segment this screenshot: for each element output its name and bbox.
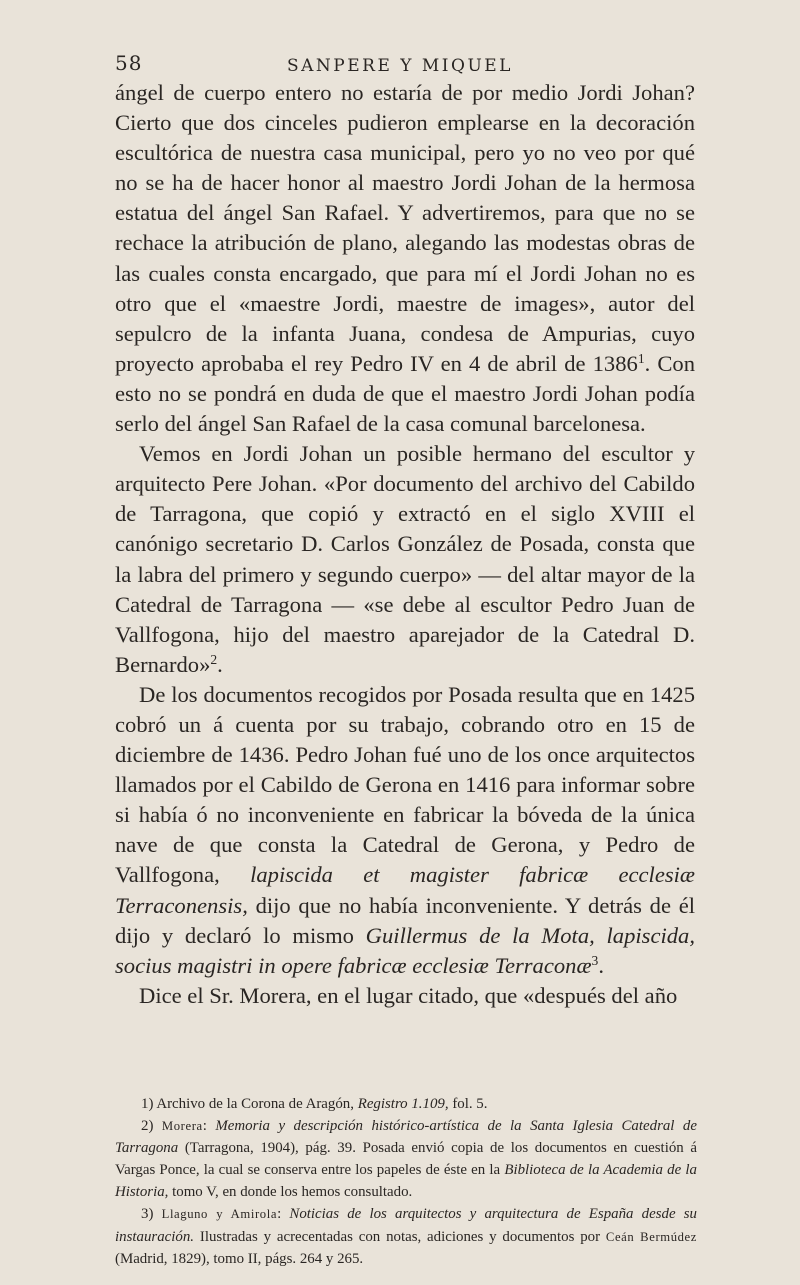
paragraph-3-text-a: De los documentos recogidos por Posada resulta que en 1425 cobró un á cuenta por su trabajo, cobrando otro en 15 de diciembre de 1436. Pedro Johan fué uno de los once arquitectos llamados por el Cabildo de Gerona en 1416 para informar sobre si había ó no inconveniente en fabricar la bóveda de la única nave de que consta la Catedral de Gerona, y Pedro de Vallfogona, <box>115 681 695 888</box>
footnote-2-author: Morera <box>161 1119 203 1134</box>
paragraph-2-text-b: . <box>217 651 223 677</box>
footnote-2-text-a: (Tarragona, 1904), pág. 39. Posada envió copia de los documentos en cuestión á Vargas Ponce, la cual se conserva entre los papeles de éste en la <box>115 1140 697 1179</box>
running-head: SANPERE Y MIQUEL <box>287 56 513 76</box>
paragraph-3-latin-1: lapiscida et magister fabricæ ecclesiæ Terraconensis, <box>115 862 695 918</box>
paragraph-2 <box>115 439 695 680</box>
footnote-2-number: 2) <box>141 1118 154 1135</box>
paragraph-1-text-b: . Con esto no se pondrá en duda de que el maestro Jordi Johan podía serlo del ángel San Rafael de la casa comunal barcelonesa. <box>115 350 695 437</box>
footnote-3-title: Noticias de los arquitectos y arquitectura de España desde su instauración. <box>115 1206 697 1245</box>
footnote-2-title: Memoria y descripción histórico-artística de la Santa Iglesia Catedral de Tarragona <box>115 1118 697 1157</box>
footnote-ref-2: 2 <box>210 651 218 667</box>
footnote-3-number: 3) <box>141 1206 154 1223</box>
footnote-2-sep: : <box>202 1118 207 1135</box>
footnotes <box>115 1093 697 1270</box>
footnote-2 <box>115 1115 697 1203</box>
footnote-3-text-a: Ilustradas y acrecentadas con notas, adiciones y documentos por <box>199 1228 601 1245</box>
paragraph-3-text-b: dijo que no había inconveniente. Y detrás de él dijo y declaró lo mismo <box>115 892 695 948</box>
footnote-2-text-b: tomo V, en donde los hemos consultado. <box>172 1184 413 1201</box>
footnote-ref-1: 1 <box>637 350 645 366</box>
body-text <box>115 78 695 1011</box>
footnote-1 <box>115 1093 697 1115</box>
page-number: 58 <box>115 51 143 75</box>
footnote-3-author: Llaguno y Amirola <box>161 1207 278 1222</box>
paragraph-4: Dice el Sr. Morera, en el lugar citado, que «después del año <box>139 982 678 1008</box>
footnote-3-text-b: (Madrid, 1829), tomo II, págs. 264 y 265. <box>115 1250 364 1267</box>
footnote-2-italic-2: Biblioteca de la Academia de la Historia, <box>115 1162 697 1201</box>
footnote-ref-3: 3 <box>591 952 599 968</box>
paragraph-1-text-a: ángel de cuerpo entero no estaría de por medio Jordi Johan? Cierto que dos cinceles pudieron emplearse en la decoración escultórica de nuestra casa municipal, pero yo no veo por qué no se ha de hacer honor al maestro Jordi Johan de la hermosa estatua del ángel San Rafael. Y advertiremos, para que no se rechace la atribución de plano, alegando las modestas obras de las cuales consta encargado, que para mí el Jordi Johan no es otro que el «maestre Jordi, maestre de images», autor del sepulcro de la infanta Juana, condesa de Ampurias, cuyo proyecto aprobaba el rey Pedro IV en 4 de abril de 1386 <box>115 80 695 376</box>
footnote-1-text-b: fol. 5. <box>452 1096 488 1112</box>
footnote-1-number: 1) <box>141 1096 154 1112</box>
footnote-3 <box>115 1203 697 1269</box>
footnote-3-author-2: Ceán Bermúdez <box>605 1229 697 1244</box>
paragraph-3-text-c: . <box>598 952 604 978</box>
footnote-1-italic: Registro 1.109, <box>357 1096 449 1112</box>
footnote-1-text-a: Archivo de la Corona de Aragón, <box>156 1096 354 1112</box>
footnote-3-sep: : <box>277 1206 282 1223</box>
paragraph-2-text-a: Vemos en Jordi Johan un posible hermano del escultor y arquitecto Pere Johan. «Por documento del archivo del Cabildo de Tarragona, que copió y extractó en el siglo XVIII el canónigo secretario D. Carlos González de Posada, consta que la labra del primero y segundo cuerpo» — del altar mayor de la Catedral de Tarragona — «se debe al escultor Pedro Juan de Vallfogona, hijo del maestro aparejador de la Catedral D. Bernardo» <box>115 441 695 677</box>
paragraph-3-latin-2: Guillermus de la Mota, lapiscida, socius magistri in opere fabricæ ecclesiæ Terraconæ <box>115 922 695 978</box>
paragraph-1 <box>115 78 695 439</box>
paragraph-3 <box>115 680 695 981</box>
